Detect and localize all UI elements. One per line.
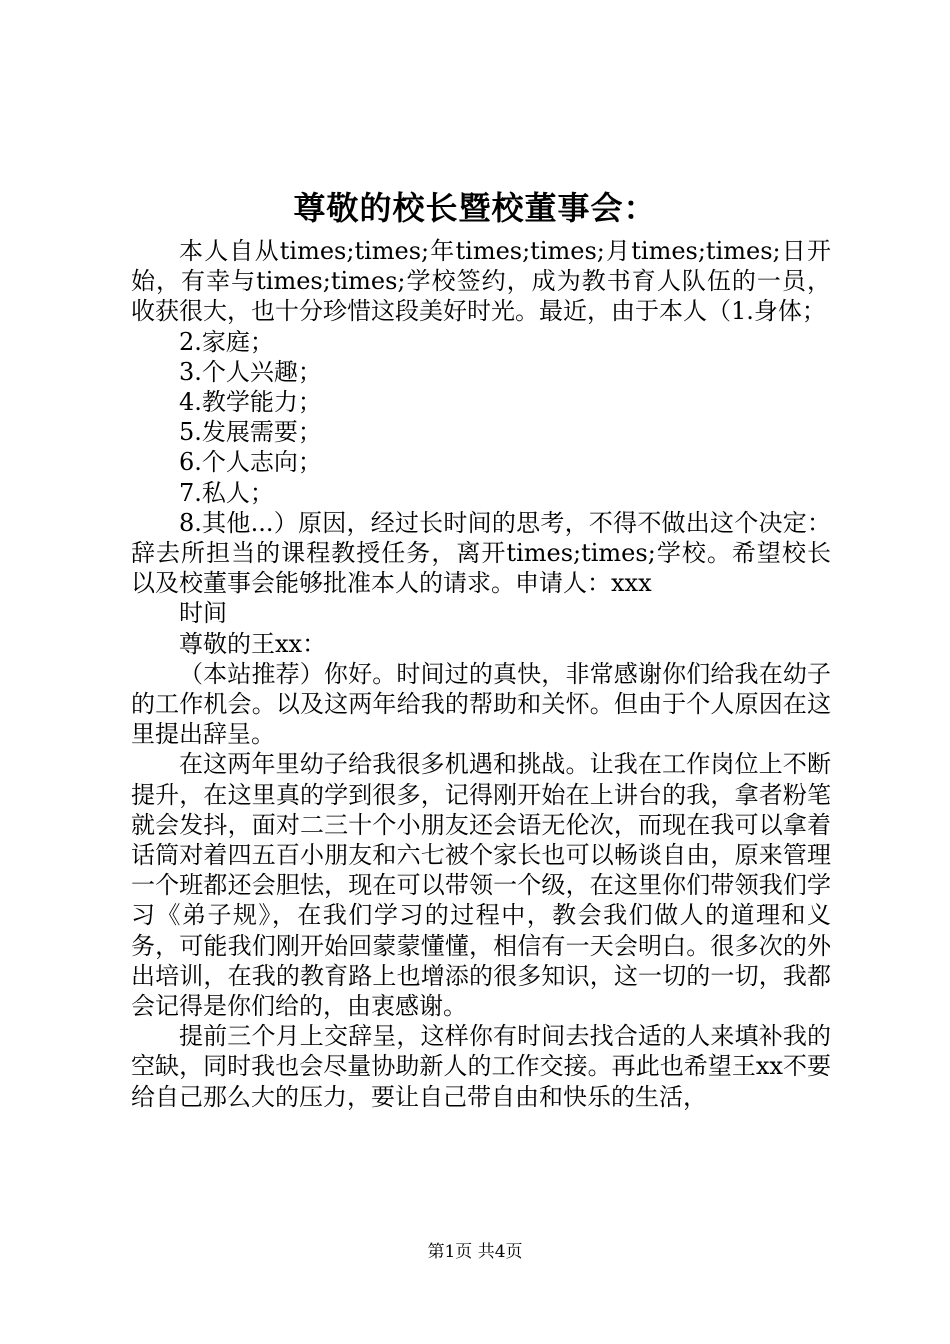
paragraph-4: 4.教学能力；: [179, 388, 322, 417]
paragraph-3: 3.个人兴趣；: [179, 357, 322, 386]
paragraph-9: 时间: [179, 599, 227, 628]
paragraph-12: 在这两年里幼子给我很多机遇和挑战。让我在工作岗位上不断提升，在这里真的学到很多，记得刚开始在上讲台的我，拿者粉笔就会发抖，面对二三十个小朋友还会语无伦次，而现在我可以拿着话筒对着四五百小朋友和六七被个家长也可以畅谈自由，原来管理一个班都还会胆怯，现在可以带领一个级，在这里你们带领我们学习《弟子规》，在我们学习的过程中，教会我们做人的道理和义务，可能我们刚开始回蒙蒙懂懂，相信有一天会明白。很多次的外出培训，在我的教育路上也增添的很多知识，这一切的一切，我都会记得是你们给的，由衷感谢。: [131, 750, 831, 1021]
document-title: 尊敬的校长暨校董事会：: [293, 189, 657, 227]
paragraph-10: 尊敬的王xx：: [179, 629, 327, 658]
paragraph-7: 7.私人；: [179, 478, 274, 507]
paragraph-13: 提前三个月上交辞呈，这样你有时间去找合适的人来填补我的空缺，同时我也会尽量协助新人的工作交接。再此也希望王xx不要给自己那么大的压力，要让自己带自由和快乐的生活，: [131, 1022, 831, 1111]
document-body: [131, 236, 831, 1112]
paragraph-1: 本人自从times;times;年times;times;月times;times;日开始，有幸与times;times;学校签约，成为教书育人队伍的一员，收获很大，也十分珍惜这段美好时光。最近，由于本人（1.身体；: [131, 237, 831, 326]
paragraph-2: 2.家庭；: [179, 327, 274, 356]
paragraph-5: 5.发展需要；: [179, 418, 322, 447]
paragraph-8: 8.其他...）原因，经过长时间的思考，不得不做出这个决定：辞去所担当的课程教授任务，离开times;times;学校。希望校长以及校董事会能够批准本人的请求。申请人：xxx: [131, 508, 831, 598]
paragraph-11: （本站推荐）你好。时间过的真快，非常感谢你们给我在幼子的工作机会。以及这两年给我的帮助和关怀。但由于个人原因在这里提出辞呈。: [131, 659, 831, 749]
page-footer: 第1页 共4页: [427, 1242, 523, 1262]
paragraph-6: 6.个人志向；: [179, 448, 322, 477]
